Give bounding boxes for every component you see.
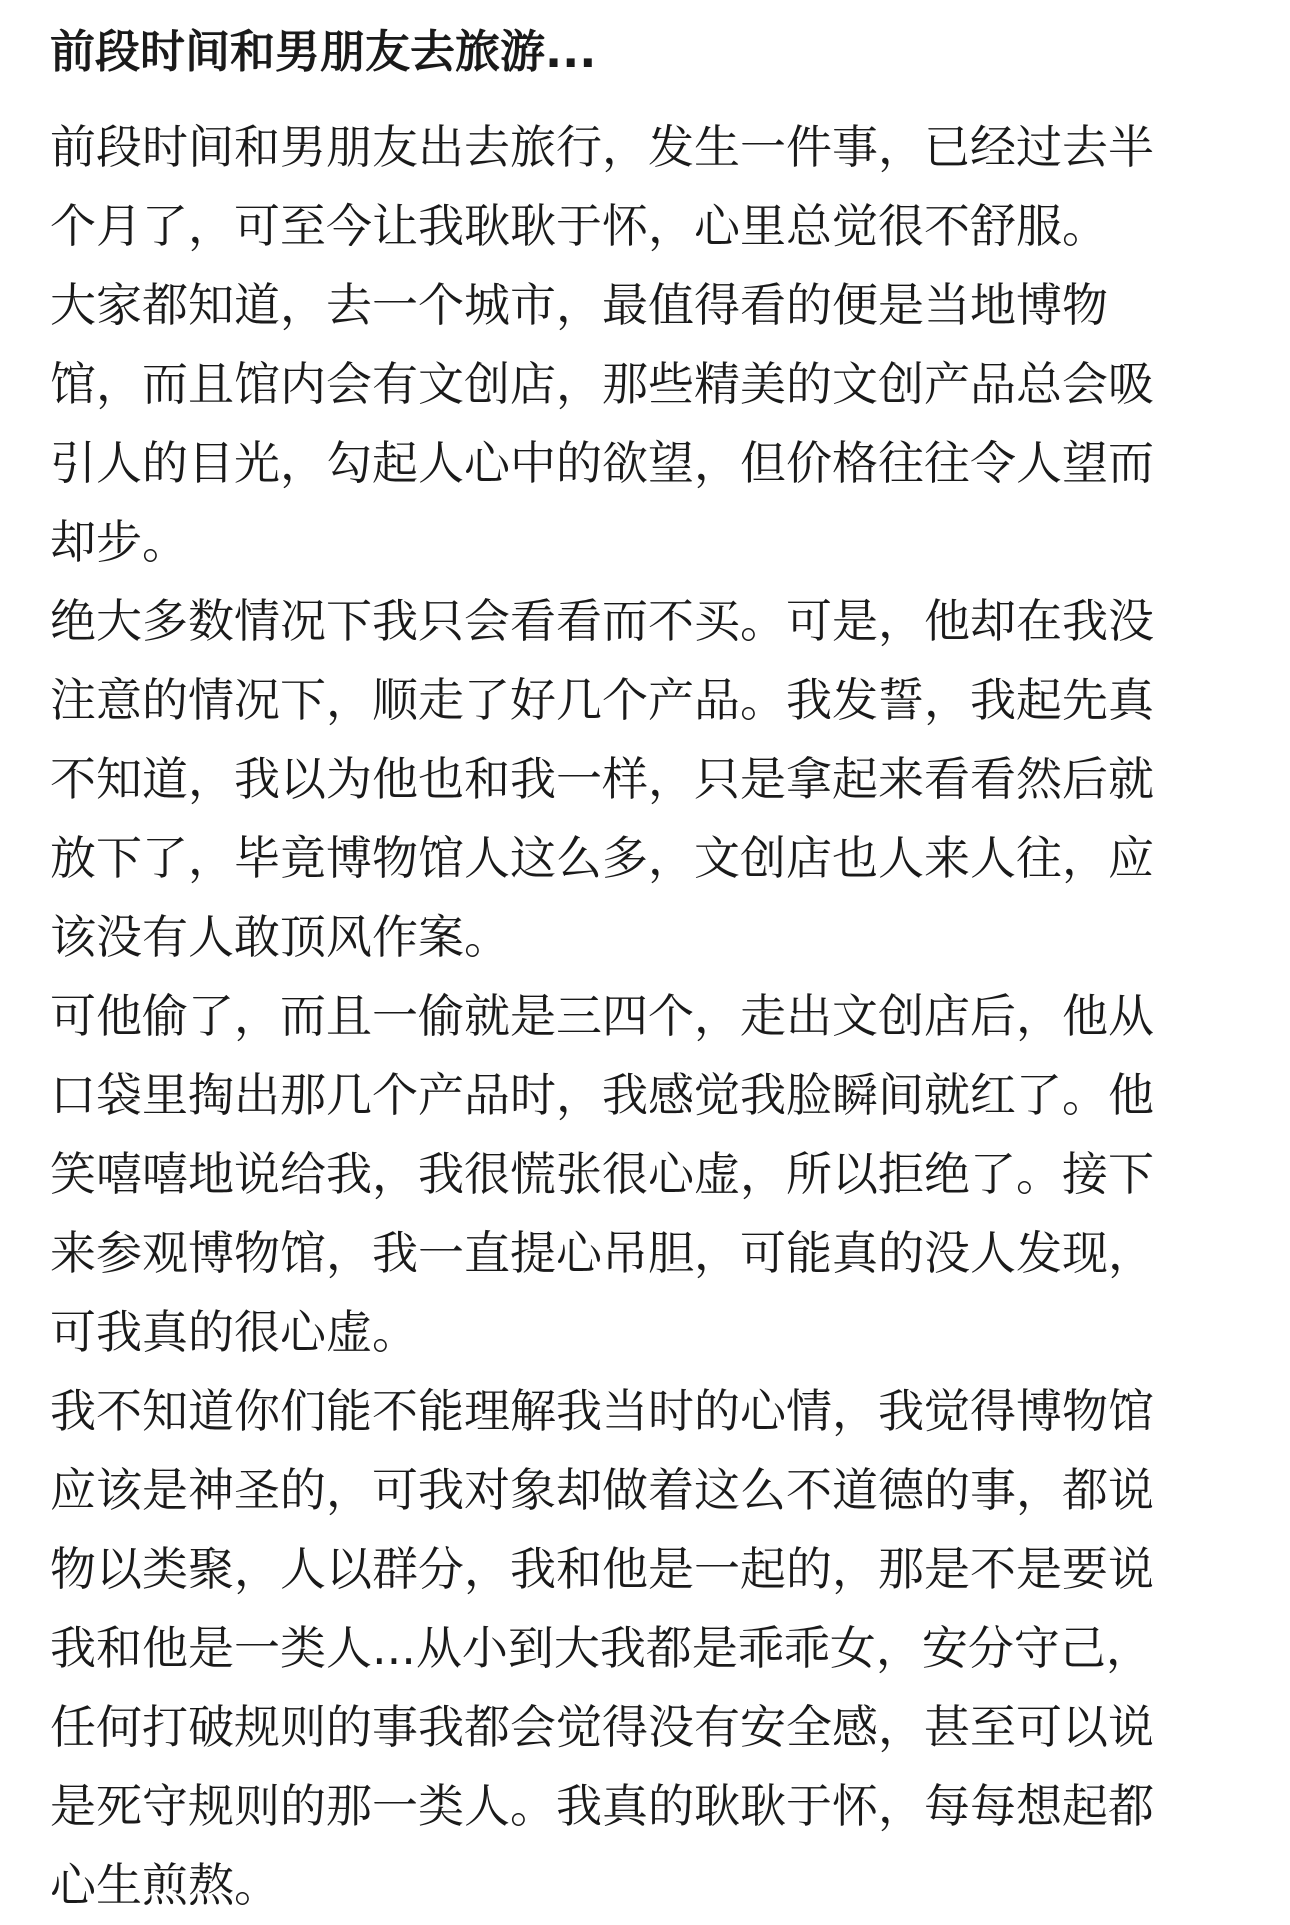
text-line: 馆，而且馆内会有文创店，那些精美的文创产品总会吸: [50, 357, 1154, 411]
text-line: 大家都知道，去一个城市，最值得看的便是当地博物: [50, 278, 1108, 332]
text-line: 该没有人敢顶风作案。: [50, 910, 510, 964]
post: [50, 0, 1250, 1925]
paragraph-4: [50, 977, 1250, 1372]
paragraph-3: [50, 582, 1250, 977]
text-line: 可他偷了，而且一偷就是三四个，走出文创店后，他从: [50, 989, 1154, 1043]
text-line: 物以类聚，人以群分，我和他是一起的，那是不是要说: [50, 1542, 1154, 1596]
text-line: 前段时间和男朋友出去旅行，发生一件事，已经过去半: [50, 120, 1154, 174]
paragraph-5: [50, 1372, 1250, 1925]
text-line: 笑嘻嘻地说给我，我很慌张很心虚，所以拒绝了。接下: [50, 1147, 1154, 1201]
text-line: 可我真的很心虚。: [50, 1305, 418, 1359]
text-line: 口袋里掏出那几个产品时，我感觉我脸瞬间就红了。他: [50, 1068, 1154, 1122]
text-line: 应该是神圣的，可我对象却做着这么不道德的事，都说: [50, 1463, 1154, 1517]
text-line: 我和他是一类人...从小到大我都是乖乖女，安分守己，: [50, 1621, 1152, 1675]
post-title: 前段时间和男朋友去旅游...: [50, 25, 597, 78]
paragraph-2: [50, 266, 1250, 582]
text-line: 是死守规则的那一类人。我真的耿耿于怀，每每想起都: [50, 1779, 1154, 1833]
text-line: 放下了，毕竟博物馆人这么多，文创店也人来人往，应: [50, 831, 1154, 885]
text-line: 任何打破规则的事我都会觉得没有安全感，甚至可以说: [50, 1700, 1154, 1754]
text-line: 绝大多数情况下我只会看看而不买。可是，他却在我没: [50, 594, 1154, 648]
text-line: 却步。: [50, 515, 188, 569]
paragraph-1: [50, 108, 1250, 266]
text-line: 引人的目光，勾起人心中的欲望，但价格往往令人望而: [50, 436, 1154, 490]
text-line: 心生煎熬。: [50, 1858, 280, 1912]
post-body: [50, 108, 1250, 1925]
text-line: 注意的情况下，顺走了好几个产品。我发誓，我起先真: [50, 673, 1154, 727]
text-line: 我不知道你们能不能理解我当时的心情，我觉得博物馆: [50, 1384, 1154, 1438]
text-line: 来参观博物馆，我一直提心吊胆，可能真的没人发现，: [50, 1226, 1154, 1280]
text-line: 不知道，我以为他也和我一样，只是拿起来看看然后就: [50, 752, 1154, 806]
text-line: 个月了，可至今让我耿耿于怀，心里总觉很不舒服。: [50, 199, 1108, 253]
